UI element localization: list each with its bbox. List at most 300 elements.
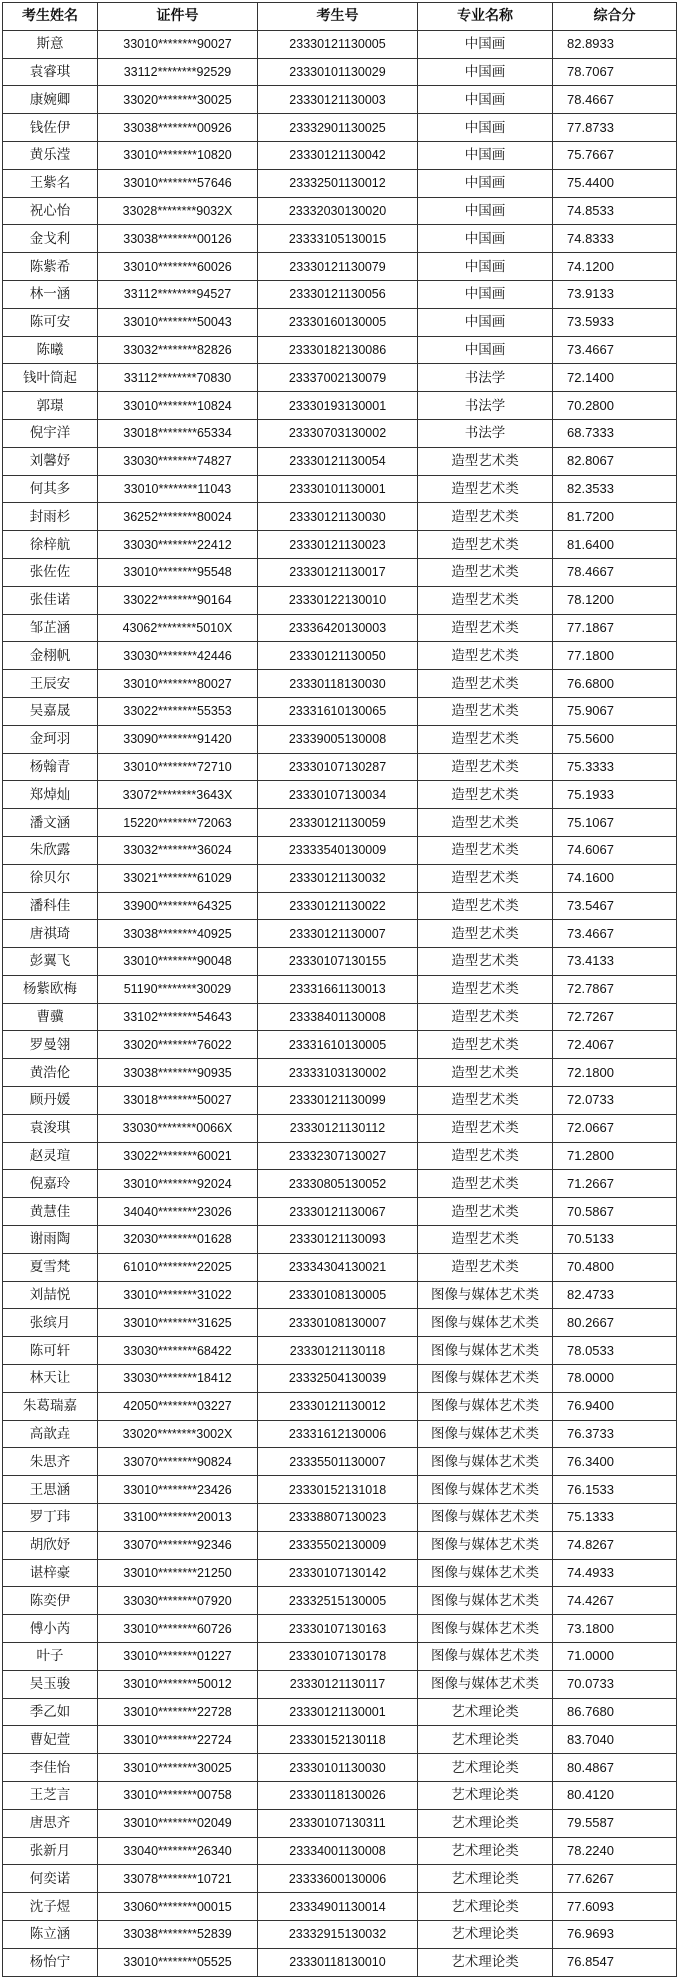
cell-major: 造型艺术类 <box>418 948 553 976</box>
cell-major: 造型艺术类 <box>418 586 553 614</box>
cell-id-number: 15220********72063 <box>98 809 258 837</box>
table-row <box>3 781 677 809</box>
cell-exam-number: 23330101130030 <box>258 1754 418 1782</box>
cell-name: 何奕诺 <box>3 1865 98 1893</box>
cell-id-number: 33112********70830 <box>98 364 258 392</box>
cell-score: 76.8547 <box>553 1948 677 1976</box>
table-row <box>3 475 677 503</box>
cell-score: 77.6267 <box>553 1865 677 1893</box>
cell-id-number: 33010********00758 <box>98 1782 258 1810</box>
cell-major: 中国画 <box>418 30 553 58</box>
cell-major: 造型艺术类 <box>418 892 553 920</box>
cell-exam-number: 23330121130030 <box>258 503 418 531</box>
cell-id-number: 33060********00015 <box>98 1893 258 1921</box>
cell-score: 82.3533 <box>553 475 677 503</box>
cell-name: 叶子 <box>3 1643 98 1671</box>
cell-exam-number: 23330121130017 <box>258 558 418 586</box>
cell-major: 造型艺术类 <box>418 1253 553 1281</box>
cell-major: 造型艺术类 <box>418 531 553 559</box>
table-row <box>3 169 677 197</box>
cell-name: 陈曦 <box>3 336 98 364</box>
cell-exam-number: 23330107130155 <box>258 948 418 976</box>
cell-name: 唐祺琦 <box>3 920 98 948</box>
cell-exam-number: 23339005130008 <box>258 725 418 753</box>
cell-name: 胡欣妤 <box>3 1531 98 1559</box>
cell-exam-number: 23330121130056 <box>258 280 418 308</box>
cell-major: 中国画 <box>418 253 553 281</box>
cell-major: 中国画 <box>418 336 553 364</box>
cell-major: 造型艺术类 <box>418 1198 553 1226</box>
cell-name: 倪嘉玲 <box>3 1170 98 1198</box>
cell-exam-number: 23330121130079 <box>258 253 418 281</box>
cell-exam-number: 23330121130022 <box>258 892 418 920</box>
cell-exam-number: 23330121130059 <box>258 809 418 837</box>
cell-exam-number: 23331610130065 <box>258 697 418 725</box>
cell-name: 徐梓航 <box>3 531 98 559</box>
cell-exam-number: 23330805130052 <box>258 1170 418 1198</box>
table-row <box>3 809 677 837</box>
cell-name: 顾丹媛 <box>3 1087 98 1115</box>
cell-major: 图像与媒体艺术类 <box>418 1281 553 1309</box>
table-row <box>3 503 677 531</box>
cell-exam-number: 23330160130005 <box>258 308 418 336</box>
cell-name: 陈立涵 <box>3 1920 98 1948</box>
table-row <box>3 225 677 253</box>
cell-id-number: 33022********60021 <box>98 1142 258 1170</box>
cell-name: 赵灵瑄 <box>3 1142 98 1170</box>
cell-score: 76.9693 <box>553 1920 677 1948</box>
cell-name: 谢雨陶 <box>3 1226 98 1254</box>
cell-exam-number: 23330121130099 <box>258 1087 418 1115</box>
table-row <box>3 1698 677 1726</box>
cell-major: 造型艺术类 <box>418 642 553 670</box>
cell-exam-number: 23330703130002 <box>258 419 418 447</box>
cell-exam-number: 23336420130003 <box>258 614 418 642</box>
cell-score: 75.7667 <box>553 141 677 169</box>
cell-score: 73.5933 <box>553 308 677 336</box>
cell-exam-number: 23333600130006 <box>258 1865 418 1893</box>
cell-score: 72.1400 <box>553 364 677 392</box>
cell-id-number: 33038********00126 <box>98 225 258 253</box>
table-row <box>3 1059 677 1087</box>
cell-id-number: 33032********36024 <box>98 836 258 864</box>
cell-score: 74.1200 <box>553 253 677 281</box>
table-row <box>3 86 677 114</box>
cell-major: 艺术理论类 <box>418 1893 553 1921</box>
cell-major: 造型艺术类 <box>418 1226 553 1254</box>
cell-exam-number: 23334901130014 <box>258 1893 418 1921</box>
cell-exam-number: 23330107130311 <box>258 1809 418 1837</box>
cell-name: 罗丁玮 <box>3 1504 98 1532</box>
cell-score: 80.4120 <box>553 1782 677 1810</box>
cell-id-number: 33112********94527 <box>98 280 258 308</box>
cell-id-number: 33010********05525 <box>98 1948 258 1976</box>
cell-name: 唐思齐 <box>3 1809 98 1837</box>
table-row <box>3 725 677 753</box>
cell-score: 76.6800 <box>553 670 677 698</box>
cell-name: 杨翰青 <box>3 753 98 781</box>
table-row <box>3 1476 677 1504</box>
cell-name: 潘科佳 <box>3 892 98 920</box>
cell-exam-number: 23333540130009 <box>258 836 418 864</box>
cell-id-number: 33010********30025 <box>98 1754 258 1782</box>
cell-exam-number: 23330121130093 <box>258 1226 418 1254</box>
cell-name: 杨紫欧梅 <box>3 975 98 1003</box>
cell-exam-number: 23330182130086 <box>258 336 418 364</box>
cell-exam-number: 23330108130005 <box>258 1281 418 1309</box>
cell-major: 造型艺术类 <box>418 920 553 948</box>
cell-major: 造型艺术类 <box>418 1003 553 1031</box>
cell-id-number: 33022********55353 <box>98 697 258 725</box>
cell-exam-number: 23338401130008 <box>258 1003 418 1031</box>
cell-id-number: 43062********5010X <box>98 614 258 642</box>
cell-major: 书法学 <box>418 419 553 447</box>
cell-id-number: 33038********40925 <box>98 920 258 948</box>
cell-id-number: 33040********26340 <box>98 1837 258 1865</box>
cell-major: 艺术理论类 <box>418 1837 553 1865</box>
cell-score: 72.0667 <box>553 1114 677 1142</box>
cell-name: 袁浚琪 <box>3 1114 98 1142</box>
cell-major: 中国画 <box>418 225 553 253</box>
cell-id-number: 61010********22025 <box>98 1253 258 1281</box>
cell-exam-number: 23330121130012 <box>258 1392 418 1420</box>
cell-exam-number: 23332504130039 <box>258 1365 418 1393</box>
cell-name: 郭璟 <box>3 392 98 420</box>
cell-score: 77.1800 <box>553 642 677 670</box>
cell-major: 书法学 <box>418 364 553 392</box>
cell-name: 张缤月 <box>3 1309 98 1337</box>
table-row <box>3 642 677 670</box>
cell-name: 陈紫希 <box>3 253 98 281</box>
cell-id-number: 33010********60026 <box>98 253 258 281</box>
table-row <box>3 1003 677 1031</box>
cell-exam-number: 23330118130026 <box>258 1782 418 1810</box>
cell-major: 图像与媒体艺术类 <box>418 1615 553 1643</box>
cell-major: 艺术理论类 <box>418 1865 553 1893</box>
cell-exam-number: 23330107130142 <box>258 1559 418 1587</box>
cell-id-number: 33030********42446 <box>98 642 258 670</box>
cell-exam-number: 23330108130007 <box>258 1309 418 1337</box>
cell-id-number: 33030********18412 <box>98 1365 258 1393</box>
table-row <box>3 141 677 169</box>
cell-id-number: 33070********90824 <box>98 1448 258 1476</box>
cell-exam-number: 23333103130002 <box>258 1059 418 1087</box>
cell-score: 81.7200 <box>553 503 677 531</box>
cell-major: 中国画 <box>418 86 553 114</box>
header-score: 综合分 <box>553 3 677 31</box>
cell-exam-number: 23330121130054 <box>258 447 418 475</box>
cell-score: 78.4667 <box>553 558 677 586</box>
cell-major: 图像与媒体艺术类 <box>418 1559 553 1587</box>
table-row <box>3 58 677 86</box>
cell-exam-number: 23335502130009 <box>258 1531 418 1559</box>
cell-exam-number: 23330121130007 <box>258 920 418 948</box>
cell-major: 图像与媒体艺术类 <box>418 1448 553 1476</box>
cell-score: 75.5600 <box>553 725 677 753</box>
cell-major: 图像与媒体艺术类 <box>418 1504 553 1532</box>
cell-exam-number: 23332515130005 <box>258 1587 418 1615</box>
cell-major: 造型艺术类 <box>418 503 553 531</box>
table-row <box>3 670 677 698</box>
cell-name: 吴玉骏 <box>3 1670 98 1698</box>
cell-score: 80.2667 <box>553 1309 677 1337</box>
cell-score: 79.5587 <box>553 1809 677 1837</box>
table-row <box>3 1865 677 1893</box>
cell-major: 中国画 <box>418 197 553 225</box>
cell-name: 朱思齐 <box>3 1448 98 1476</box>
cell-exam-number: 23332030130020 <box>258 197 418 225</box>
cell-score: 82.4733 <box>553 1281 677 1309</box>
cell-name: 李佳怡 <box>3 1754 98 1782</box>
table-row <box>3 1226 677 1254</box>
table-row <box>3 1504 677 1532</box>
table-row <box>3 280 677 308</box>
cell-name: 杨怡宁 <box>3 1948 98 1976</box>
cell-exam-number: 23330107130287 <box>258 753 418 781</box>
cell-exam-number: 23330121130005 <box>258 30 418 58</box>
cell-id-number: 33030********0066X <box>98 1114 258 1142</box>
cell-name: 王紫名 <box>3 169 98 197</box>
cell-score: 75.3333 <box>553 753 677 781</box>
table-row <box>3 1198 677 1226</box>
table-row <box>3 864 677 892</box>
cell-score: 76.3400 <box>553 1448 677 1476</box>
cell-score: 73.1800 <box>553 1615 677 1643</box>
cell-score: 70.2800 <box>553 392 677 420</box>
cell-id-number: 33018********65334 <box>98 419 258 447</box>
cell-name: 张佐佐 <box>3 558 98 586</box>
cell-major: 造型艺术类 <box>418 753 553 781</box>
cell-exam-number: 23330107130034 <box>258 781 418 809</box>
cell-exam-number: 23332501130012 <box>258 169 418 197</box>
cell-id-number: 33010********31625 <box>98 1309 258 1337</box>
table-row <box>3 1615 677 1643</box>
table-row <box>3 1114 677 1142</box>
cell-score: 74.1600 <box>553 864 677 892</box>
cell-major: 艺术理论类 <box>418 1782 553 1810</box>
cell-major: 图像与媒体艺术类 <box>418 1476 553 1504</box>
cell-major: 造型艺术类 <box>418 670 553 698</box>
cell-exam-number: 23330121130117 <box>258 1670 418 1698</box>
cell-name: 刘喆悦 <box>3 1281 98 1309</box>
cell-id-number: 33078********10721 <box>98 1865 258 1893</box>
cell-name: 黄慧佳 <box>3 1198 98 1226</box>
cell-name: 郑焯灿 <box>3 781 98 809</box>
table-row <box>3 697 677 725</box>
cell-major: 中国画 <box>418 280 553 308</box>
cell-exam-number: 23330101130001 <box>258 475 418 503</box>
cell-id-number: 33018********50027 <box>98 1087 258 1115</box>
cell-id-number: 33030********07920 <box>98 1587 258 1615</box>
cell-score: 75.1067 <box>553 809 677 837</box>
table-row <box>3 1893 677 1921</box>
cell-name: 朱欣露 <box>3 836 98 864</box>
cell-exam-number: 23332901130025 <box>258 114 418 142</box>
cell-id-number: 33010********72710 <box>98 753 258 781</box>
cell-major: 造型艺术类 <box>418 1114 553 1142</box>
cell-id-number: 33010********50043 <box>98 308 258 336</box>
cell-name: 何其多 <box>3 475 98 503</box>
cell-name: 邹芷涵 <box>3 614 98 642</box>
cell-id-number: 33010********23426 <box>98 1476 258 1504</box>
cell-id-number: 33010********31022 <box>98 1281 258 1309</box>
cell-name: 王辰安 <box>3 670 98 698</box>
cell-exam-number: 23330118130030 <box>258 670 418 698</box>
cell-score: 77.6093 <box>553 1893 677 1921</box>
cell-score: 70.4800 <box>553 1253 677 1281</box>
cell-major: 图像与媒体艺术类 <box>418 1337 553 1365</box>
cell-major: 造型艺术类 <box>418 1031 553 1059</box>
table-row <box>3 253 677 281</box>
cell-name: 金栩帆 <box>3 642 98 670</box>
cell-id-number: 33030********74827 <box>98 447 258 475</box>
cell-exam-number: 23330121130001 <box>258 1698 418 1726</box>
cell-exam-number: 23330107130163 <box>258 1615 418 1643</box>
cell-score: 72.1800 <box>553 1059 677 1087</box>
table-row <box>3 1420 677 1448</box>
cell-id-number: 33020********76022 <box>98 1031 258 1059</box>
cell-exam-number: 23332915130032 <box>258 1920 418 1948</box>
table-row <box>3 1309 677 1337</box>
cell-score: 70.5133 <box>553 1226 677 1254</box>
cell-name: 沈子煜 <box>3 1893 98 1921</box>
table-row <box>3 447 677 475</box>
cell-id-number: 33102********54643 <box>98 1003 258 1031</box>
cell-id-number: 33090********91420 <box>98 725 258 753</box>
cell-name: 张佳诺 <box>3 586 98 614</box>
cell-name: 封雨杉 <box>3 503 98 531</box>
cell-score: 78.1200 <box>553 586 677 614</box>
cell-exam-number: 23338807130023 <box>258 1504 418 1532</box>
cell-id-number: 33010********01227 <box>98 1643 258 1671</box>
cell-id-number: 33021********61029 <box>98 864 258 892</box>
cell-major: 艺术理论类 <box>418 1920 553 1948</box>
cell-score: 73.5467 <box>553 892 677 920</box>
table-header-row <box>3 3 677 31</box>
cell-exam-number: 23331661130013 <box>258 975 418 1003</box>
cell-major: 艺术理论类 <box>418 1948 553 1976</box>
cell-name: 康婉卿 <box>3 86 98 114</box>
table-row <box>3 586 677 614</box>
cell-exam-number: 23330121130003 <box>258 86 418 114</box>
cell-score: 77.1867 <box>553 614 677 642</box>
table-row <box>3 920 677 948</box>
score-table <box>2 2 677 1977</box>
cell-major: 中国画 <box>418 58 553 86</box>
cell-score: 75.1333 <box>553 1504 677 1532</box>
table-row <box>3 336 677 364</box>
cell-name: 金珂羽 <box>3 725 98 753</box>
cell-id-number: 33900********64325 <box>98 892 258 920</box>
table-body <box>3 30 677 1976</box>
cell-name: 林天让 <box>3 1365 98 1393</box>
cell-major: 艺术理论类 <box>418 1754 553 1782</box>
cell-exam-number: 23330152130118 <box>258 1726 418 1754</box>
table-row <box>3 753 677 781</box>
table-row <box>3 1087 677 1115</box>
cell-exam-number: 23330107130178 <box>258 1643 418 1671</box>
cell-score: 78.4667 <box>553 86 677 114</box>
table-row <box>3 1392 677 1420</box>
cell-id-number: 33022********90164 <box>98 586 258 614</box>
table-row <box>3 614 677 642</box>
table-row <box>3 1837 677 1865</box>
cell-name: 王思涵 <box>3 1476 98 1504</box>
cell-name: 彭翼飞 <box>3 948 98 976</box>
cell-exam-number: 23330121130023 <box>258 531 418 559</box>
cell-id-number: 33072********3643X <box>98 781 258 809</box>
cell-score: 70.0733 <box>553 1670 677 1698</box>
cell-id-number: 33030********22412 <box>98 531 258 559</box>
cell-major: 艺术理论类 <box>418 1726 553 1754</box>
cell-id-number: 33038********00926 <box>98 114 258 142</box>
table-row <box>3 1281 677 1309</box>
table-row <box>3 1531 677 1559</box>
header-major: 专业名称 <box>418 3 553 31</box>
table-row <box>3 308 677 336</box>
cell-score: 78.0000 <box>553 1365 677 1393</box>
table-row <box>3 114 677 142</box>
cell-score: 76.9400 <box>553 1392 677 1420</box>
cell-score: 75.4400 <box>553 169 677 197</box>
header-id-number: 证件号 <box>98 3 258 31</box>
cell-major: 造型艺术类 <box>418 975 553 1003</box>
table-row <box>3 30 677 58</box>
cell-name: 张新月 <box>3 1837 98 1865</box>
cell-score: 78.7067 <box>553 58 677 86</box>
cell-name: 朱葛瑞嘉 <box>3 1392 98 1420</box>
cell-name: 陈奕伊 <box>3 1587 98 1615</box>
table-row <box>3 948 677 976</box>
cell-name: 曹骥 <box>3 1003 98 1031</box>
cell-exam-number: 23334304130021 <box>258 1253 418 1281</box>
score-table-container <box>2 2 676 1971</box>
table-row <box>3 419 677 447</box>
cell-score: 72.4067 <box>553 1031 677 1059</box>
cell-major: 中国画 <box>418 169 553 197</box>
cell-score: 71.0000 <box>553 1643 677 1671</box>
cell-exam-number: 23330122130010 <box>258 586 418 614</box>
cell-score: 82.8067 <box>553 447 677 475</box>
cell-name: 金戈利 <box>3 225 98 253</box>
cell-major: 造型艺术类 <box>418 1142 553 1170</box>
table-row <box>3 1253 677 1281</box>
cell-score: 68.7333 <box>553 419 677 447</box>
table-row <box>3 1448 677 1476</box>
table-row <box>3 1726 677 1754</box>
cell-score: 82.8933 <box>553 30 677 58</box>
cell-name: 陈可轩 <box>3 1337 98 1365</box>
cell-id-number: 33010********80027 <box>98 670 258 698</box>
cell-name: 潘文涵 <box>3 809 98 837</box>
table-row <box>3 531 677 559</box>
cell-score: 73.4667 <box>553 920 677 948</box>
cell-id-number: 33010********60726 <box>98 1615 258 1643</box>
cell-exam-number: 23330152131018 <box>258 1476 418 1504</box>
cell-score: 74.8533 <box>553 197 677 225</box>
table-row <box>3 1587 677 1615</box>
table-row <box>3 558 677 586</box>
cell-name: 斯意 <box>3 30 98 58</box>
cell-score: 74.4267 <box>553 1587 677 1615</box>
cell-major: 造型艺术类 <box>418 781 553 809</box>
cell-score: 71.2667 <box>553 1170 677 1198</box>
cell-name: 祝心怡 <box>3 197 98 225</box>
cell-score: 71.2800 <box>553 1142 677 1170</box>
cell-id-number: 33010********10824 <box>98 392 258 420</box>
cell-name: 刘馨妤 <box>3 447 98 475</box>
cell-id-number: 51190********30029 <box>98 975 258 1003</box>
